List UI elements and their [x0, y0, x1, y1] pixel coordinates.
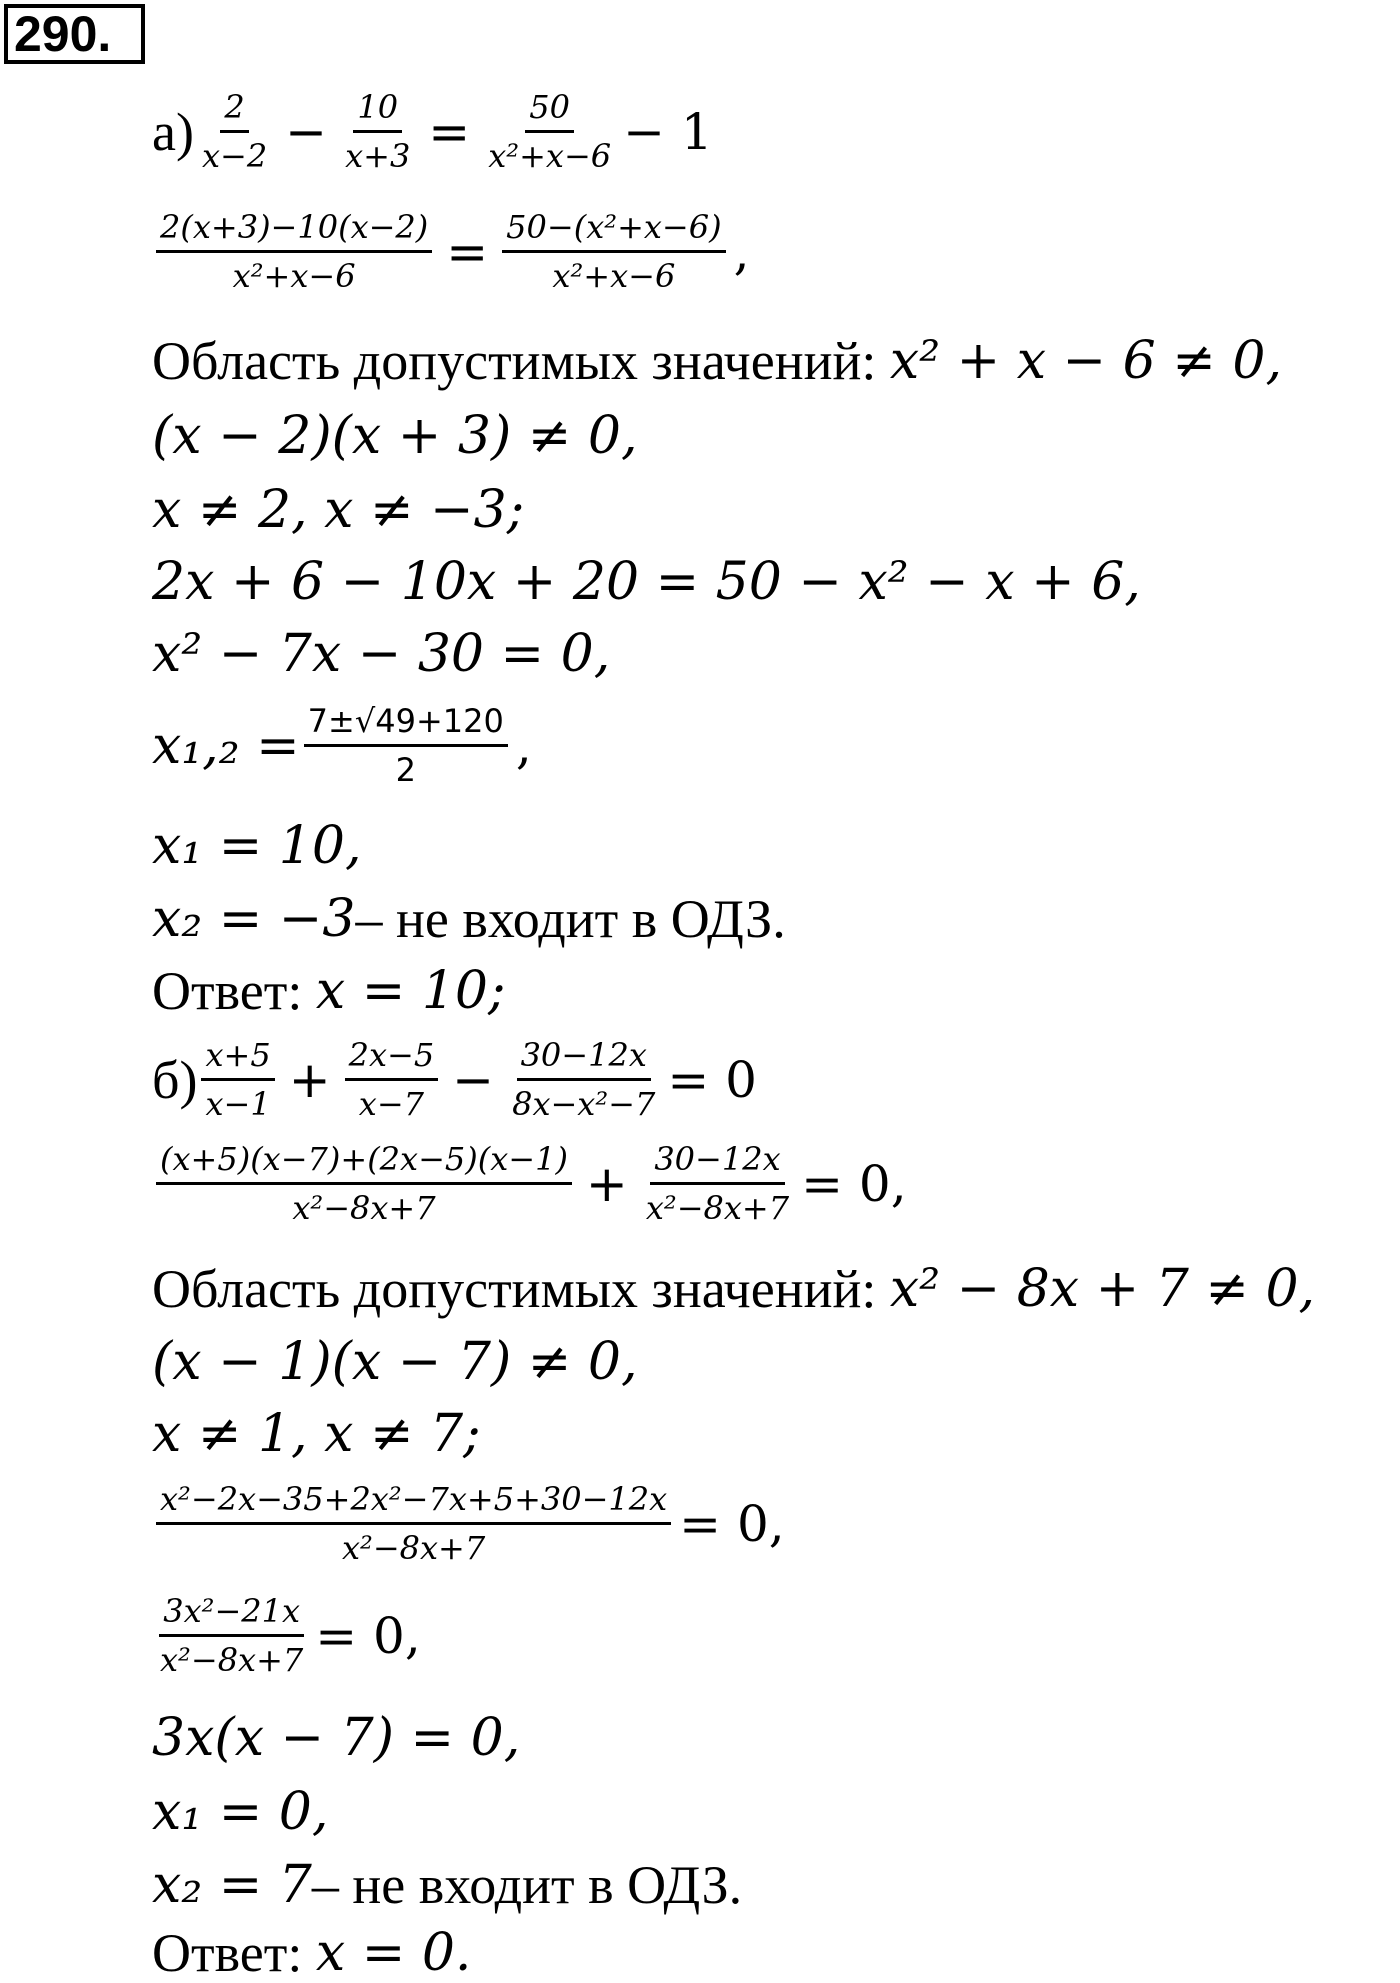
fraction	[304, 702, 508, 790]
numerator: 30−12x	[650, 1140, 784, 1185]
denominator: x−1	[205, 1085, 271, 1124]
part-a-line: 2x + 6 − 10x + 20 = 50 − x² − x + 6,	[152, 552, 1141, 612]
numerator: 2(x+3)−10(x−2)	[156, 208, 432, 253]
denominator: x−2	[201, 137, 268, 176]
problem-number: 290.	[4, 4, 145, 64]
part-a-line: x ≠ 2, x ≠ −3;	[152, 480, 525, 540]
operator: −	[452, 1050, 495, 1109]
part-b-factored: 3x(x − 7) = 0,	[152, 1708, 521, 1768]
part-b-line: x ≠ 1, x ≠ 7;	[152, 1404, 481, 1464]
numerator: 10	[353, 88, 402, 133]
denominator: x+3	[345, 137, 411, 176]
operator: −	[285, 102, 328, 161]
fraction	[198, 88, 271, 176]
part-b-line: (x − 1)(x − 7) ≠ 0,	[152, 1332, 638, 1392]
denominator: x²−8x+7	[292, 1189, 436, 1228]
x2-expression: x₂ = 7	[152, 1855, 312, 1915]
equation-tail: = 0,	[679, 1494, 785, 1553]
denominator: x²+x−6	[552, 257, 676, 296]
part-a-line: x² − 7x − 30 = 0,	[152, 624, 611, 684]
operator: +	[585, 1154, 628, 1213]
equals-sign: =	[446, 222, 489, 281]
numerator: x+5	[201, 1036, 274, 1081]
equation-tail: − 1	[623, 102, 713, 161]
part-b-odz	[152, 1259, 1316, 1319]
numerator: 50−(x²+x−6)	[502, 208, 725, 253]
fraction	[156, 1592, 307, 1680]
numerator: 2	[220, 88, 248, 133]
denominator: x²−8x+7	[645, 1189, 790, 1228]
answer-label: Ответ:	[152, 1923, 303, 1983]
denominator: x²+x−6	[232, 257, 356, 296]
part-b-x1: x₁ = 0,	[152, 1782, 329, 1842]
equation-tail: ,	[515, 716, 532, 775]
part-b-common-denominator	[152, 1140, 907, 1228]
part-b-label: б)	[152, 1049, 198, 1110]
part-a-label: а)	[152, 101, 194, 162]
fraction	[341, 88, 414, 176]
fraction	[508, 1036, 659, 1124]
denominator: x²+x−6	[488, 137, 612, 176]
part-a-roots	[152, 702, 532, 790]
part-b-answer	[152, 1923, 472, 1983]
part-a-x1: x₁ = 10,	[152, 816, 362, 876]
fraction	[642, 1140, 793, 1228]
part-b-equation	[152, 1036, 757, 1124]
part-a-answer	[152, 961, 506, 1021]
odz-expression: x² + x − 6 ≠ 0,	[889, 331, 1282, 391]
numerator: 50	[525, 88, 574, 133]
numerator: 2x−5	[345, 1036, 439, 1081]
equals-sign: =	[428, 102, 471, 161]
part-a-odz	[152, 331, 1282, 391]
x2-note: – не входит в ОДЗ.	[311, 1855, 743, 1915]
numerator: 30−12x	[517, 1036, 651, 1081]
numerator: 7±√49+120	[304, 702, 508, 747]
denominator: x²−8x+7	[160, 1641, 304, 1680]
numerator: (x+5)(x−7)+(2x−5)(x−1)	[156, 1140, 572, 1185]
roots-lhs: x₁,₂ =	[152, 715, 300, 776]
part-b-combined	[152, 1480, 785, 1568]
fraction	[345, 1036, 439, 1124]
odz-label: Область допустимых значений:	[152, 1259, 877, 1319]
fraction	[201, 1036, 274, 1124]
equation-tail: = 0	[667, 1050, 757, 1109]
denominator: x²−8x+7	[341, 1529, 486, 1568]
odz-expression: x² − 8x + 7 ≠ 0,	[889, 1259, 1316, 1319]
x2-note: – не входит в ОДЗ.	[355, 889, 786, 949]
answer-expression: x = 10;	[315, 961, 506, 1021]
answer-label: Ответ:	[152, 961, 303, 1021]
fraction	[156, 1140, 572, 1228]
denominator: x−7	[358, 1085, 424, 1124]
answer-expression: x = 0.	[315, 1923, 472, 1983]
fraction	[502, 208, 725, 296]
equation-tail: = 0,	[801, 1154, 907, 1213]
equation-tail: ,	[733, 222, 750, 281]
part-b-x2	[152, 1855, 743, 1915]
numerator: 3x²−21x	[159, 1592, 304, 1637]
denominator: 8x−x²−7	[512, 1085, 656, 1124]
odz-label: Область допустимых значений:	[152, 331, 877, 391]
part-a-common-denominator	[152, 208, 749, 296]
denominator: 2	[395, 751, 416, 790]
fraction	[156, 1480, 671, 1568]
numerator: x²−2x−35+2x²−7x+5+30−12x	[156, 1480, 671, 1525]
part-a-equation	[152, 88, 713, 176]
fraction	[156, 208, 432, 296]
fraction	[484, 88, 615, 176]
part-b-simplified	[152, 1592, 421, 1680]
equation-tail: = 0,	[315, 1606, 421, 1665]
part-a-line: (x − 2)(x + 3) ≠ 0,	[152, 406, 638, 466]
part-a-x2	[152, 889, 786, 949]
x2-expression: x₂ = −3	[152, 889, 356, 949]
operator: +	[288, 1050, 331, 1109]
